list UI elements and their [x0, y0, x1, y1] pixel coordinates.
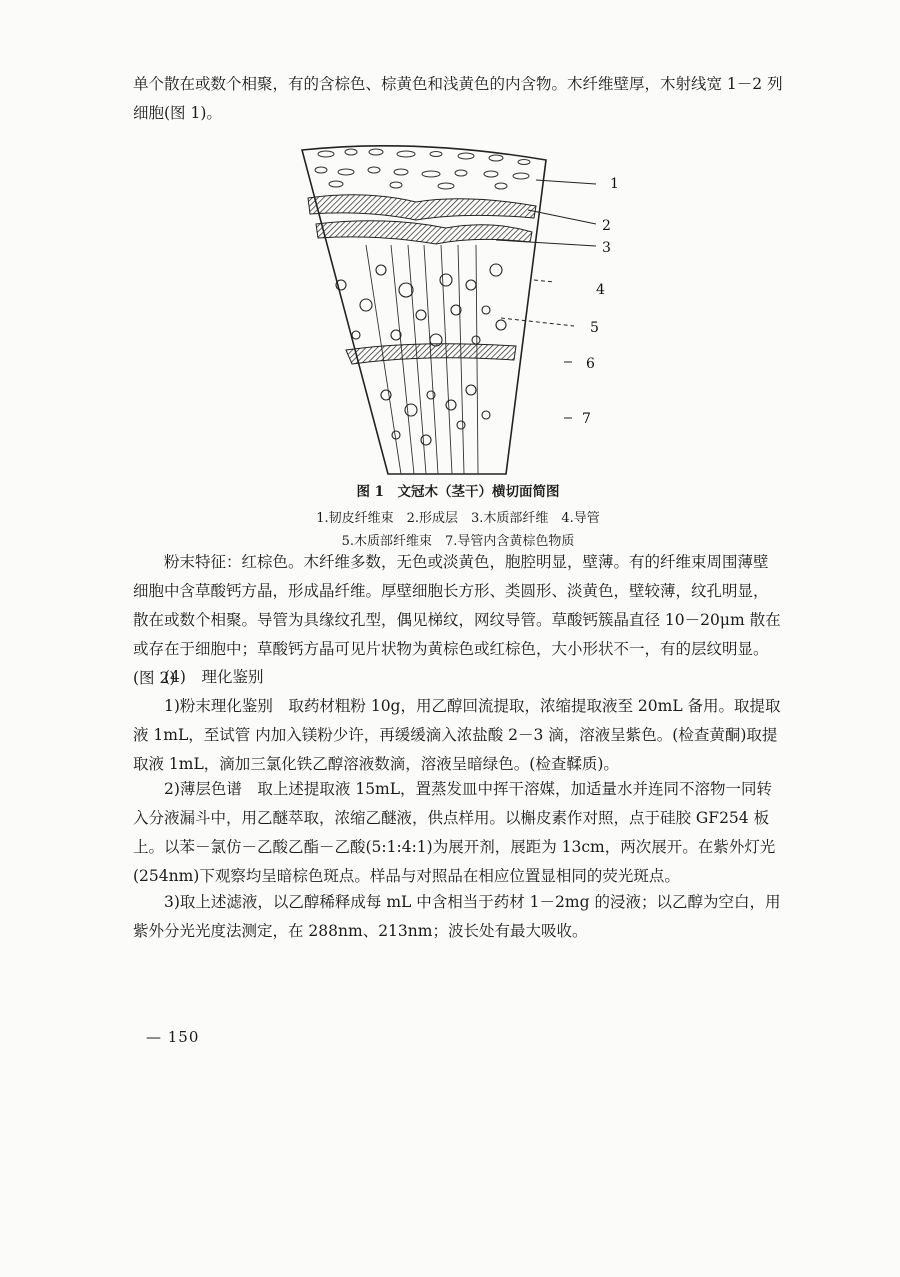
figure-legend-line-2: 5.木质部纤维束 7.导管内含黄棕色物质: [341, 534, 575, 549]
phloem-fiber-band: [308, 195, 536, 220]
identification-item-2: 2)薄层色谱 取上述提取液 15mL，置蒸发皿中挥干溶媒，加适量水并连同不溶物一同转入分液漏斗中，用乙醚萃取，浓缩乙醚液，供点样用。以槲皮素作对照，点于硅胶 GF254 板上。以苯－氯仿－乙酸乙酯－乙酸(5:1:4:1)为展开剂，展距为 13cm，两次展开。在紫外灯光(254nm)下观察均呈暗棕色斑点。样品与对照品在相应位置显相同的荧光斑点。: [133, 780, 776, 885]
figure-label-3: 3: [602, 240, 611, 256]
identification-item-1: 1)粉末理化鉴别 取药材粗粉 10g，用乙醇回流提取，浓缩提取液至 20mL 备用。取提取液 1mL，至试管 内加入镁粉少许，再缓缓滴入浓盐酸 2－3 滴，溶液呈紫色。(检查黄酮)取提取液 1mL，滴加三氯化铁乙醇溶液数滴，溶液呈暗绿色。(检查鞣质)。: [133, 697, 781, 773]
figure-label-2: 2: [602, 218, 611, 234]
powder-characteristics-paragraph: 粉末特征：红棕色。木纤维多数，无色或淡黄色，胞腔明显，壁薄。有的纤维束周围薄壁细胞中含草酸钙方晶，形成晶纤维。厚壁细胞长方形、类圆形、淡黄色，壁较薄，纹孔明显，散在或数个相聚。导管为具缘纹孔型，偶见梯纹，网纹导管。草酸钙簇晶直径 10－20μm 散在或存在于细胞中；草酸钙方晶可见片状物为黄棕色或红棕色，大小形状不一，有的层纹明显。(图 2): [133, 553, 781, 687]
figure-legend-line-1: 1.韧皮纤维束 2.形成层 3.木质部纤维 4.导管: [316, 511, 600, 526]
cross-section-figure: [296, 140, 636, 480]
section-heading: (4) 理化鉴别: [164, 668, 264, 686]
figure-label-7: 7: [582, 411, 591, 427]
figure-caption-title: 图 1 文冠木（茎干）横切面简图: [356, 484, 560, 500]
figure-label-4: 4: [596, 282, 605, 298]
figure-label-1: 1: [610, 176, 619, 192]
identification-item-3: 3)取上述滤液，以乙醇稀释成每 mL 中含相当于药材 1－2mg 的浸液；以乙醇为空白，用紫外分光光度法测定，在 288nm、213nm；波长处有最大吸收。: [133, 893, 781, 940]
top-paragraph: 单个散在或数个相聚，有的含棕色、棕黄色和浅黄色的内含物。木纤维壁厚，木射线宽 1－2 列细胞(图 1)。: [133, 75, 783, 122]
figure-label-6: 6: [586, 356, 595, 372]
figure-label-5: 5: [590, 320, 599, 336]
page-number: — 150: [146, 1028, 200, 1046]
